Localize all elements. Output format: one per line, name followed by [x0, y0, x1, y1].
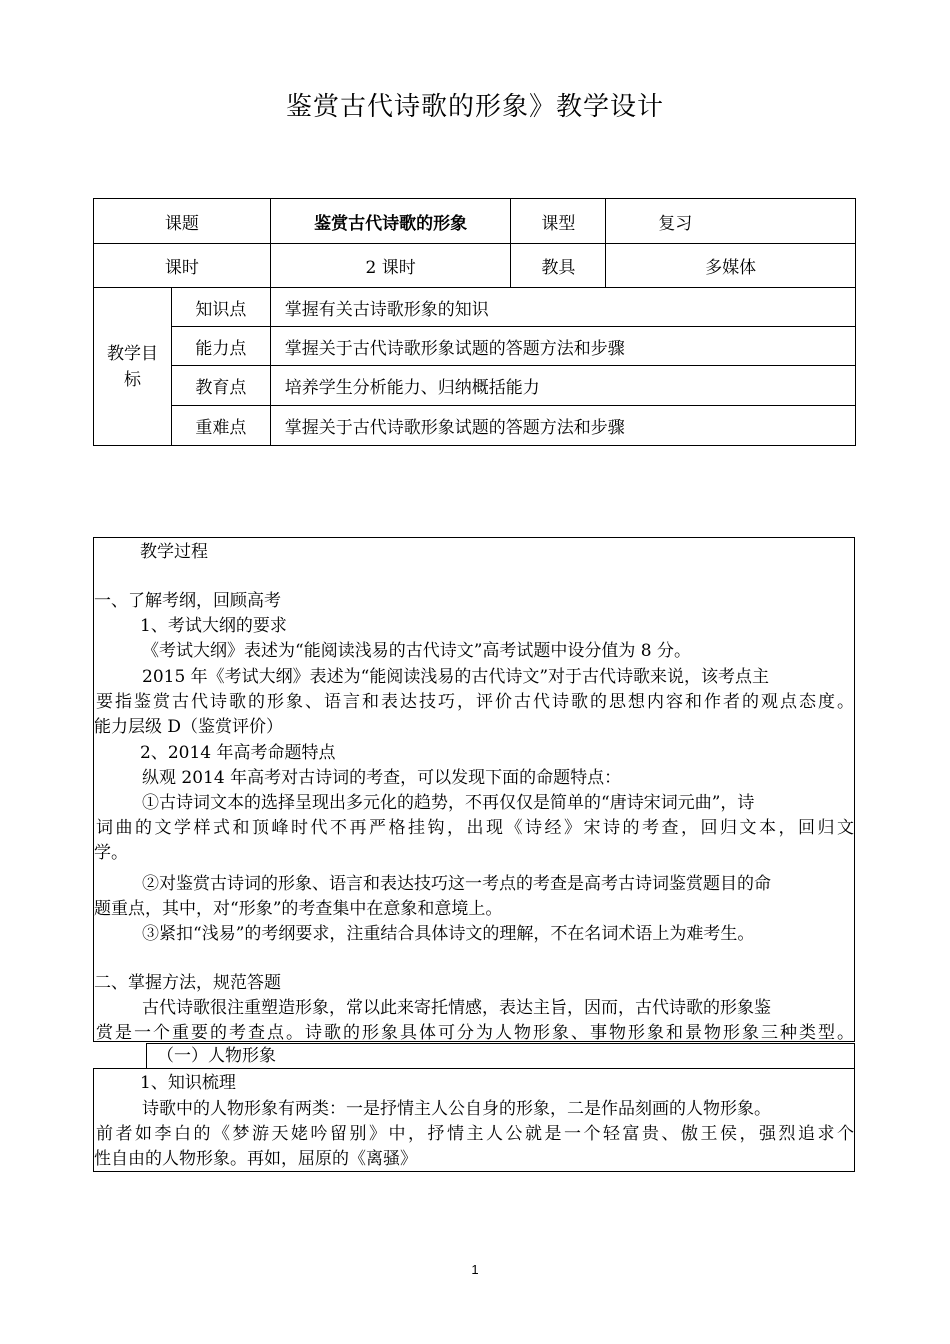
section-heading-2: 二、掌握方法，规范答题: [94, 973, 281, 993]
teaching-process-box: [93, 537, 855, 1042]
paragraph-1: 《考试大纲》表述为“能阅读浅易的古代诗文”高考试题中设分值为 8 分。: [142, 641, 692, 661]
paragraph-3: 纵观 2014 年高考对古诗词的考查，可以发现下面的命题特点：: [142, 768, 622, 788]
subheading-2014: 2、2014 年高考命题特点: [140, 743, 336, 763]
goal-key: 能力点: [171, 327, 270, 366]
table-row: [94, 366, 856, 406]
section-heading-1: 一、了解考纲，回顾高考: [94, 591, 281, 611]
table-row: [94, 199, 856, 244]
table-row: [94, 244, 856, 288]
paragraph-8-line-3: 性自由的人物形象。再如，屈原的《离骚》: [94, 1149, 417, 1169]
page-number: 1: [471, 1262, 479, 1277]
character-image-heading: （一）人物形象: [157, 1046, 276, 1066]
label-goals: 教学目标: [94, 288, 172, 446]
table-row: [94, 327, 856, 366]
knowledge-heading: 1、知识梳理: [140, 1073, 236, 1093]
value-type: 复习: [606, 199, 856, 244]
goal-key: 教育点: [171, 366, 270, 406]
goal-value: 培养学生分析能力、归纳概括能力: [270, 366, 855, 406]
paragraph-8-line-1: 诗歌中的人物形象有两类：一是抒情主人公自身的形象，二是作品刻画的人物形象。: [142, 1099, 771, 1119]
paragraph-2-line-2: 要指鉴赏古代诗歌的形象、语言和表达技巧，评价古代诗歌的思想内容和作者的观点态度。: [96, 692, 854, 712]
label-type: 课型: [511, 199, 606, 244]
paragraph-2-line-1: 2015 年《考试大纲》表述为“能阅读浅易的古代诗文”对于古代诗歌来说，该考点主: [142, 667, 770, 687]
paragraph-5-line-2: 题重点，其中，对“形象”的考查集中在意象和意境上。: [94, 899, 503, 919]
paragraph-4-line-2: 词曲的文学样式和顶峰时代不再严格挂钩，出现《诗经》宋诗的考查，回归文本，回归文: [96, 818, 854, 838]
paragraph-2-line-3: 能力层级 D（鉴赏评价）: [94, 717, 284, 737]
value-hours: 2 课时: [270, 244, 511, 288]
label-topic: 课题: [94, 199, 271, 244]
paragraph-7-line-1: 古代诗歌很注重塑造形象，常以此来寄托情感，表达主旨，因而，古代诗歌的形象鉴: [142, 998, 771, 1018]
goal-value: 掌握关于古代诗歌形象试题的答题方法和步骤: [270, 406, 855, 446]
document-title: 鉴赏古代诗歌的形象》教学设计: [285, 92, 664, 122]
character-image-heading-box: [146, 1043, 855, 1069]
label-hours: 课时: [94, 244, 271, 288]
paragraph-4-line-3: 学。: [94, 843, 128, 863]
paragraph-6: ③紧扣“浅易”的考纲要求，注重结合具体诗文的理解，不在名词术语上为难考生。: [142, 924, 755, 944]
goal-key: 知识点: [171, 288, 270, 327]
value-tools: 多媒体: [606, 244, 856, 288]
paragraph-4-line-1: ①古诗词文本的选择呈现出多元化的趋势，不再仅仅是简单的“唐诗宋词元曲”，诗: [142, 793, 755, 813]
label-tools: 教具: [511, 244, 606, 288]
table-row: [94, 288, 856, 327]
goal-key: 重难点: [171, 406, 270, 446]
table-row: [94, 406, 856, 446]
goal-value: 掌握关于古代诗歌形象试题的答题方法和步骤: [270, 327, 855, 366]
value-topic: 鉴赏古代诗歌的形象: [270, 199, 511, 244]
subheading-syllabus: 1、考试大纲的要求: [140, 616, 287, 636]
process-heading: 教学过程: [140, 542, 208, 562]
paragraph-7-line-2: 赏是一个重要的考查点。诗歌的形象具体可分为人物形象、事物形象和景物形象三种类型。: [96, 1023, 854, 1043]
course-info-table: [93, 198, 856, 446]
paragraph-8-line-2: 前者如李白的《梦游天姥吟留别》中，抒情主人公就是一个轻富贵、傲王侯，强烈追求个: [96, 1124, 854, 1144]
paragraph-5-line-1: ②对鉴赏古诗词的形象、语言和表达技巧这一考点的考查是高考古诗词鉴赏题目的命: [142, 874, 771, 894]
goal-value: 掌握有关古诗歌形象的知识: [270, 288, 855, 327]
knowledge-box: [93, 1068, 855, 1172]
